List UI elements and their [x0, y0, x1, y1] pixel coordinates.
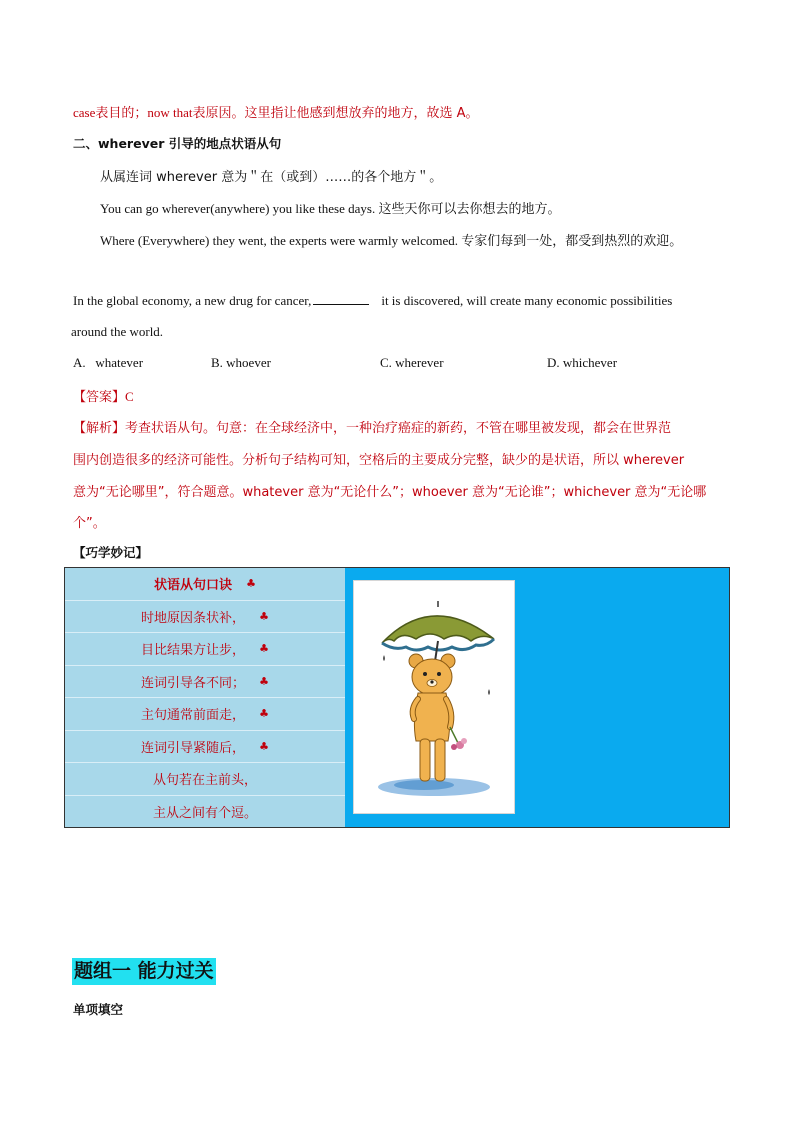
section-line-1: 从属连词 wherever 意为＂在（或到）……的各个地方＂。 — [100, 170, 443, 185]
mnemonic-row: 从句若在主前头， — [65, 763, 345, 796]
club-icon: ♣ — [259, 642, 269, 656]
analysis-line-1: 【解析】考查状语从句。句意：在全球经济中，一种治疗癌症的新药，不管在哪里被发现，都会在世界范 — [73, 421, 672, 436]
section-title: 二、wherever 引导的地点状语从句 — [73, 136, 282, 151]
analysis-line-3: 意为“无论哪里”，符合题意。whatever 意为“无论什么”；whoever 意为“无论谁”；whichever 意为“无论哪 — [73, 485, 707, 500]
club-icon: ♣ — [259, 707, 269, 721]
mnemonic-row: 连词引导紧随后， ♣ — [65, 731, 345, 764]
group-heading: 题组一 能力过关 — [72, 958, 216, 985]
club-icon: ♣ — [259, 674, 269, 688]
mnemonic-text-column — [65, 568, 346, 828]
section-line-2: You can go wherever(anywhere) you like these days. 这些天你可以去你想去的地方。 — [100, 201, 561, 216]
option-c: C. wherever — [380, 355, 444, 370]
analysis-line-4: 个”。 — [73, 516, 106, 531]
section-line-3: Where (Everywhere) they went, the experts were warmly welcomed. 专家们每到一处，都受到热烈的欢迎。 — [100, 233, 683, 248]
teddy-bear-umbrella-image — [353, 580, 515, 814]
club-icon: ♣ — [259, 609, 269, 623]
mnemonic-image-column — [345, 568, 730, 828]
answer-blank — [313, 292, 369, 305]
option-d: D. whichever — [547, 355, 618, 370]
question-stem-line2: around the world. — [71, 324, 164, 339]
intro-line: case表目的；now that表原因。这里指让他感到想放弃的地方，故选 A。 — [73, 105, 479, 121]
teddy-bear-illustration — [354, 581, 514, 813]
mnemonic-row: 状语从句口诀 ♣ — [65, 568, 345, 601]
mnemonic-row: 目比结果方让步， ♣ — [65, 633, 345, 666]
option-a: A. whatever — [73, 355, 144, 370]
mnemonic-row: 连词引导各不同； ♣ — [65, 666, 345, 699]
option-b: B. whoever — [211, 355, 271, 370]
club-icon: ♣ — [259, 739, 269, 753]
question-stem: In the global economy, a new drug for cancer, it is discovered, will create many economic possibilities — [73, 293, 673, 308]
answer: 【答案】C — [73, 389, 134, 405]
tip-heading: 【巧学妙记】 — [73, 545, 149, 560]
analysis-line-2: 围内创造很多的经济可能性。分析句子结构可知，空格后的主要成分完整，缺少的是状语，所以 wherever — [73, 453, 685, 468]
mnemonic-row: 主句通常前面走， ♣ — [65, 698, 345, 731]
mnemonic-row: 主从之间有个逗。 — [65, 796, 345, 828]
mnemonic-table — [64, 567, 730, 828]
sub-heading: 单项填空 — [73, 1002, 124, 1017]
mnemonic-row: 时地原因条状补， ♣ — [65, 601, 345, 634]
club-icon: ♣ — [246, 577, 256, 591]
